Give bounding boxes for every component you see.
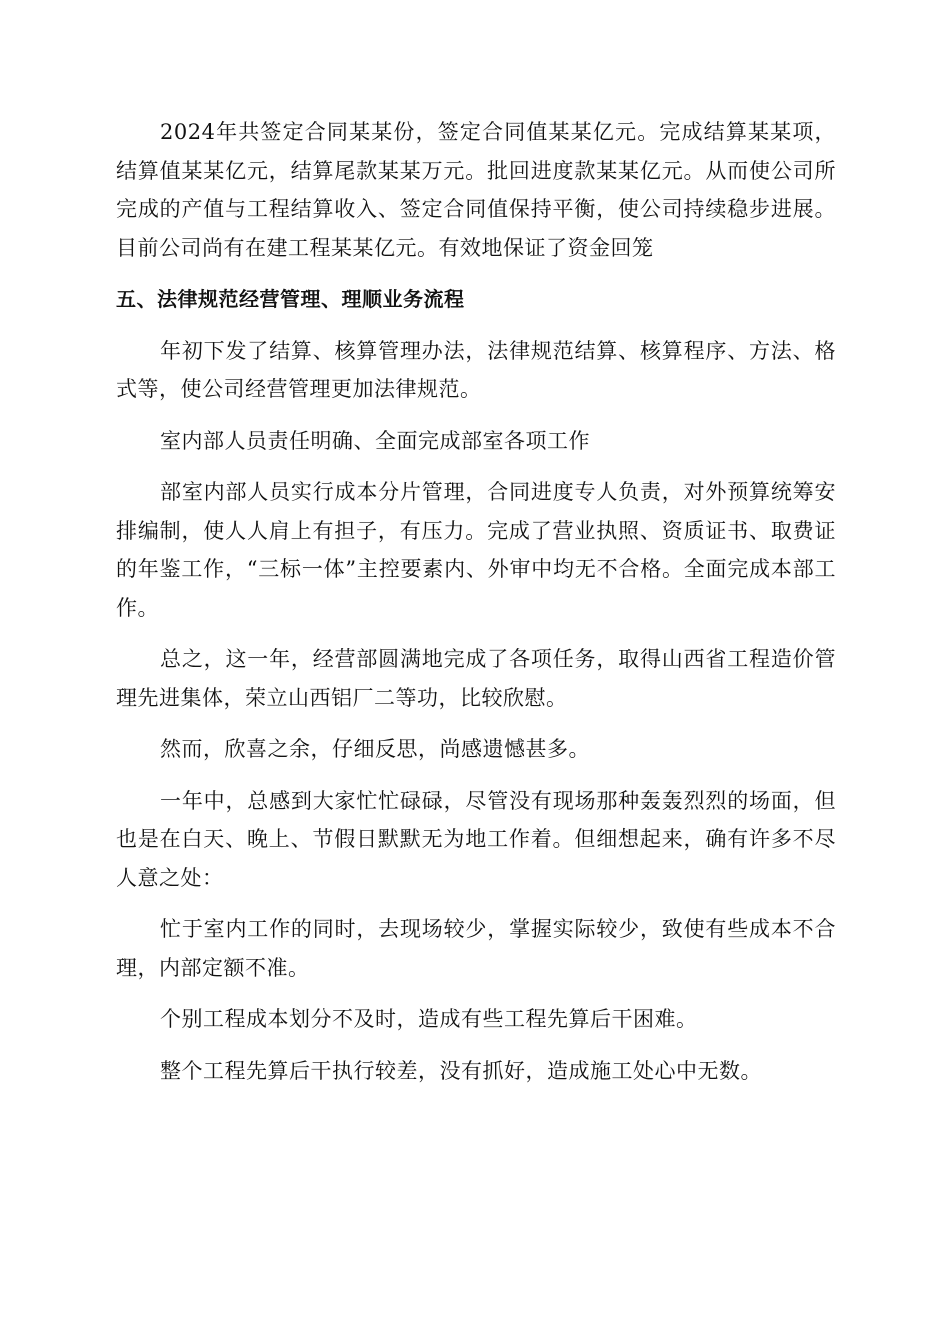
paragraph-issue-onsite: 忙于室内工作的同时，去现场较少，掌握实际较少，致使有些成本不合理，内部定额不准。 — [116, 917, 836, 980]
paragraph-issue-cost-division: 个别工程成本划分不及时，造成有些工程先算后干困难。 — [160, 1007, 698, 1031]
paragraph-cost-management: 部室内部人员实行成本分片管理，合同进度专人负责，对外预算统筹安排编制，使人人肩上有担子，有压力。完成了营业执照、资质证书、取费证的年鉴工作，“三标一体”主控要素内、外审中均无不合格。全面完成本部工作。 — [116, 480, 836, 620]
paragraph-issue-execution: 整个工程先算后干执行较差，没有抓好，造成施工处心中无数。 — [160, 1058, 762, 1083]
paragraph-contracts-summary: 2024年共签定合同某某份，签定合同值某某亿元。完成结算某某项，结算值某某亿元，结算尾款某某万元。批回进度款某某亿元。从而使公司所完成的产值与工程结算收入、签定合同值保持平衡，使公司持续稳步进展。目前公司尚有在建工程某某亿元。有效地保证了资金回笼 — [116, 120, 836, 260]
paragraph-staff-responsibility: 室内部人员责任明确、全面完成部室各项工作 — [160, 428, 590, 453]
section-heading-five: 五、法律规范经营管理、理顺业务流程 — [116, 287, 465, 311]
paragraph-reflection: 然而，欣喜之余，仔细反思，尚感遗憾甚多。 — [160, 737, 590, 761]
paragraph-conclusion: 总之，这一年，经营部圆满地完成了各项任务，取得山西省工程造价管理先进集体，荣立山西铝厂二等功，比较欣慰。 — [116, 647, 836, 710]
paragraph-settlement-rules: 年初下发了结算、核算管理办法，法律规范结算、核算程序、方法、格式等，使公司经营管理更加法律规范。 — [116, 338, 836, 401]
paragraph-busy-year: 一年中，总感到大家忙忙碌碌，尽管没有现场那种轰轰烈烈的场面，但也是在白天、晚上、节假日默默无为地工作着。但细想起来，确有许多不尽人意之处： — [116, 788, 836, 890]
document-body — [116, 113, 836, 1103]
